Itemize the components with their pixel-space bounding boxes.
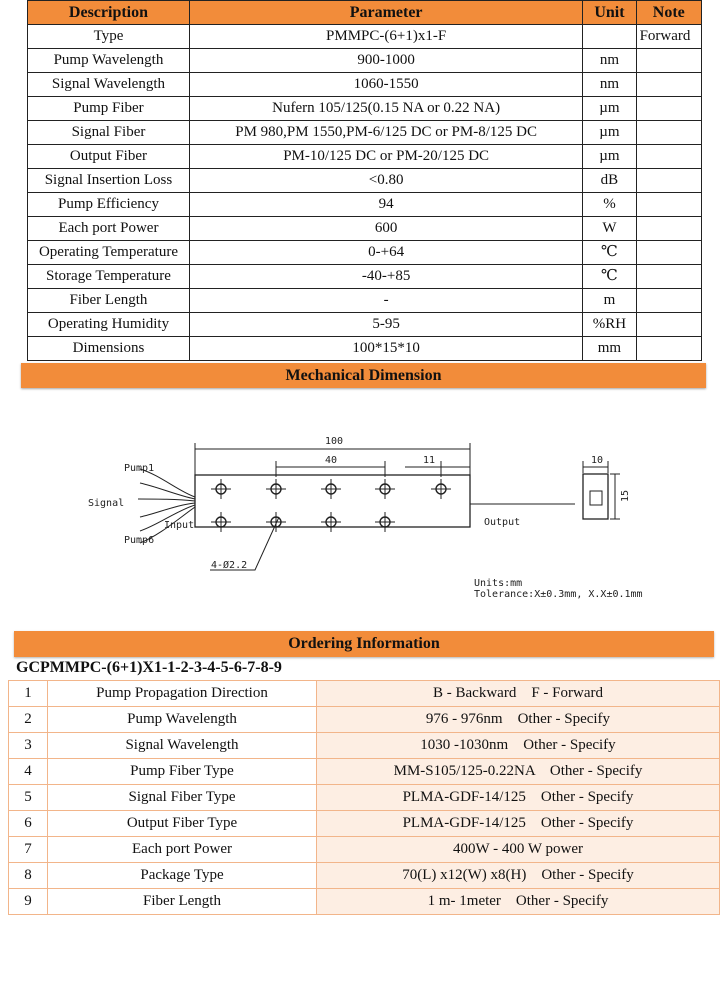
spec-description: Fiber Length bbox=[28, 289, 190, 313]
ordering-row bbox=[9, 811, 720, 837]
mounting-hole bbox=[211, 479, 231, 499]
mounting-hole bbox=[431, 479, 451, 499]
mounting-hole bbox=[211, 512, 231, 532]
spec-row bbox=[28, 49, 702, 73]
ordering-value: 400W - 400 W power bbox=[317, 837, 720, 863]
ordering-value: B - Backward F - Forward bbox=[317, 681, 720, 707]
pump6-label: Pump6 bbox=[124, 535, 155, 546]
spec-row bbox=[28, 121, 702, 145]
spec-row bbox=[28, 289, 702, 313]
spec-description: Output Fiber bbox=[28, 145, 190, 169]
spec-unit: mm bbox=[583, 337, 636, 361]
spec-parameter: 900-1000 bbox=[189, 49, 582, 73]
ordering-parameter: Fiber Length bbox=[48, 889, 317, 915]
spec-parameter: -40-+85 bbox=[189, 265, 582, 289]
ordering-parameter: Package Type bbox=[48, 863, 317, 889]
mechanical-dimension-header: Mechanical Dimension bbox=[21, 363, 706, 388]
ordering-number: 7 bbox=[9, 837, 48, 863]
spec-row bbox=[28, 313, 702, 337]
spec-description: Operating Temperature bbox=[28, 241, 190, 265]
spec-row bbox=[28, 73, 702, 97]
spec-row bbox=[28, 145, 702, 169]
spec-parameter: 5-95 bbox=[189, 313, 582, 337]
ordering-parameter: Pump Wavelength bbox=[48, 707, 317, 733]
spec-parameter: PM 980,PM 1550,PM-6/125 DC or PM-8/125 DC bbox=[189, 121, 582, 145]
spec-unit: µm bbox=[583, 121, 636, 145]
header-unit: Unit bbox=[583, 1, 636, 25]
spec-unit: nm bbox=[583, 73, 636, 97]
header-note: Note bbox=[636, 1, 701, 25]
spec-parameter: 100*15*10 bbox=[189, 337, 582, 361]
spec-note bbox=[636, 265, 701, 289]
spec-unit: dB bbox=[583, 169, 636, 193]
spec-description: Pump Efficiency bbox=[28, 193, 190, 217]
ordering-value: 1030 -1030nm Other - Specify bbox=[317, 733, 720, 759]
spec-unit: ℃ bbox=[583, 265, 636, 289]
mounting-hole bbox=[375, 479, 395, 499]
spec-note bbox=[636, 169, 701, 193]
spec-note bbox=[636, 193, 701, 217]
ordering-number: 2 bbox=[9, 707, 48, 733]
spec-note bbox=[636, 145, 701, 169]
dim-11-label: 11 bbox=[423, 455, 436, 466]
spec-description: Signal Insertion Loss bbox=[28, 169, 190, 193]
ordering-number: 3 bbox=[9, 733, 48, 759]
spec-description: Pump Wavelength bbox=[28, 49, 190, 73]
ordering-row bbox=[9, 759, 720, 785]
spec-row bbox=[28, 265, 702, 289]
ordering-row bbox=[9, 889, 720, 915]
mounting-hole bbox=[321, 512, 341, 532]
spec-unit bbox=[583, 25, 636, 49]
spec-unit: W bbox=[583, 217, 636, 241]
spec-row bbox=[28, 337, 702, 361]
spec-parameter: <0.80 bbox=[189, 169, 582, 193]
spec-note: Forward bbox=[636, 25, 701, 49]
ordering-value: 70(L) x12(W) x8(H) Other - Specify bbox=[317, 863, 720, 889]
spec-body bbox=[28, 25, 702, 361]
ordering-number: 1 bbox=[9, 681, 48, 707]
ordering-row bbox=[9, 863, 720, 889]
spec-note bbox=[636, 241, 701, 265]
ordering-table bbox=[8, 680, 720, 915]
ordering-row bbox=[9, 733, 720, 759]
dim-40-label: 40 bbox=[325, 455, 338, 466]
header-description: Description bbox=[28, 1, 190, 25]
mounting-holes bbox=[211, 479, 451, 532]
spec-note bbox=[636, 289, 701, 313]
spec-unit: %RH bbox=[583, 313, 636, 337]
dim-15-label: 15 bbox=[620, 489, 631, 502]
spec-description: Type bbox=[28, 25, 190, 49]
spec-note bbox=[636, 313, 701, 337]
ordering-information-header: Ordering Information bbox=[14, 631, 714, 657]
ordering-number: 4 bbox=[9, 759, 48, 785]
spec-description: Operating Humidity bbox=[28, 313, 190, 337]
spec-description: Signal Fiber bbox=[28, 121, 190, 145]
spec-note bbox=[636, 337, 701, 361]
spec-parameter: PMMPC-(6+1)x1-F bbox=[189, 25, 582, 49]
spec-description: Dimensions bbox=[28, 337, 190, 361]
spec-parameter: 1060-1550 bbox=[189, 73, 582, 97]
spec-note bbox=[636, 97, 701, 121]
spec-description: Signal Wavelength bbox=[28, 73, 190, 97]
spec-description: Storage Temperature bbox=[28, 265, 190, 289]
spec-row bbox=[28, 169, 702, 193]
pump1-label: Pump1 bbox=[124, 463, 155, 474]
spec-unit: m bbox=[583, 289, 636, 313]
ordering-value: 976 - 976nm Other - Specify bbox=[317, 707, 720, 733]
ordering-code: GCPMMPC-(6+1)X1-1-2-3-4-5-6-7-8-9 bbox=[16, 659, 282, 676]
ordering-body bbox=[9, 681, 720, 915]
header-parameter: Parameter bbox=[189, 1, 582, 25]
coupler-body bbox=[195, 475, 470, 527]
spec-parameter: 94 bbox=[189, 193, 582, 217]
ordering-number: 8 bbox=[9, 863, 48, 889]
mounting-hole bbox=[266, 479, 286, 499]
ordering-value: MM-S105/125-0.22NA Other - Specify bbox=[317, 759, 720, 785]
spec-parameter: Nufern 105/125(0.15 NA or 0.22 NA) bbox=[189, 97, 582, 121]
spec-unit: µm bbox=[583, 145, 636, 169]
dim-100-label: 100 bbox=[325, 436, 344, 447]
spec-parameter: 600 bbox=[189, 217, 582, 241]
spec-row bbox=[28, 217, 702, 241]
spec-unit: % bbox=[583, 193, 636, 217]
spec-row bbox=[28, 241, 702, 265]
dim-10-label: 10 bbox=[591, 455, 604, 466]
ordering-value: PLMA-GDF-14/125 Other - Specify bbox=[317, 811, 720, 837]
spec-note bbox=[636, 121, 701, 145]
ordering-number: 9 bbox=[9, 889, 48, 915]
ordering-value: PLMA-GDF-14/125 Other - Specify bbox=[317, 785, 720, 811]
spec-description: Pump Fiber bbox=[28, 97, 190, 121]
spec-unit: nm bbox=[583, 49, 636, 73]
input-label: Input bbox=[164, 520, 195, 531]
ordering-parameter: Each port Power bbox=[48, 837, 317, 863]
ordering-number: 6 bbox=[9, 811, 48, 837]
spec-row bbox=[28, 193, 702, 217]
units-text: Units:mm bbox=[474, 578, 523, 589]
spec-note bbox=[636, 217, 701, 241]
tolerance-text: Tolerance:X±0.3mm, X.X±0.1mm bbox=[474, 589, 643, 600]
holes-label: 4-Ø2.2 bbox=[211, 560, 248, 571]
mounting-hole bbox=[375, 512, 395, 532]
ordering-parameter: Pump Fiber Type bbox=[48, 759, 317, 785]
spec-note bbox=[636, 73, 701, 97]
ordering-parameter: Signal Wavelength bbox=[48, 733, 317, 759]
ordering-value: 1 m- 1meter Other - Specify bbox=[317, 889, 720, 915]
spec-note bbox=[636, 49, 701, 73]
ordering-row bbox=[9, 837, 720, 863]
spec-unit: µm bbox=[583, 97, 636, 121]
spec-parameter: 0-+64 bbox=[189, 241, 582, 265]
spec-parameter: - bbox=[189, 289, 582, 313]
ordering-number: 5 bbox=[9, 785, 48, 811]
spec-row bbox=[28, 25, 702, 49]
mounting-hole bbox=[321, 479, 341, 499]
spec-description: Each port Power bbox=[28, 217, 190, 241]
spec-row bbox=[28, 97, 702, 121]
spec-parameter: PM-10/125 DC or PM-20/125 DC bbox=[189, 145, 582, 169]
end-view bbox=[583, 474, 608, 519]
ordering-row bbox=[9, 707, 720, 733]
output-label: Output bbox=[484, 517, 521, 528]
signal-label: Signal bbox=[88, 498, 125, 509]
units-note bbox=[474, 578, 643, 600]
ordering-parameter: Output Fiber Type bbox=[48, 811, 317, 837]
ordering-row bbox=[9, 681, 720, 707]
ordering-row bbox=[9, 785, 720, 811]
spec-unit: ℃ bbox=[583, 241, 636, 265]
ordering-parameter: Pump Propagation Direction bbox=[48, 681, 317, 707]
spec-header-row bbox=[28, 1, 702, 25]
mounting-hole bbox=[266, 512, 286, 532]
ordering-parameter: Signal Fiber Type bbox=[48, 785, 317, 811]
spec-table bbox=[27, 0, 702, 361]
